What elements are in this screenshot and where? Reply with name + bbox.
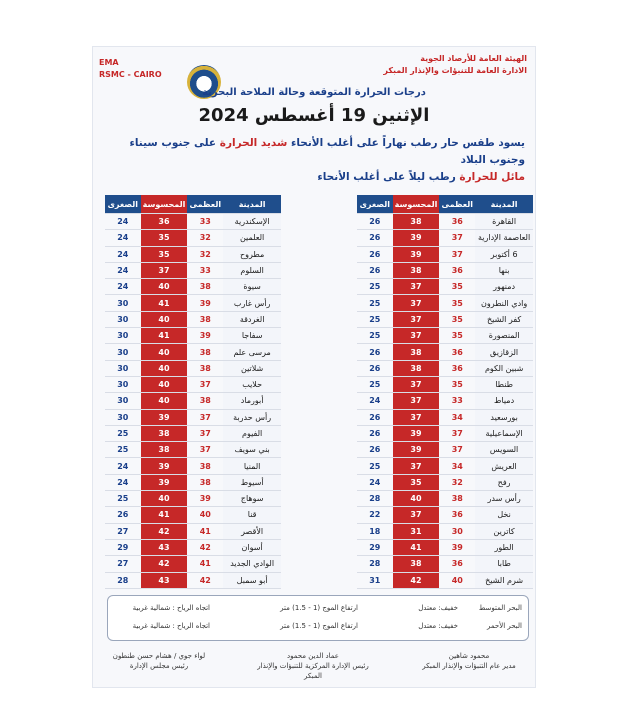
table-row [357, 360, 533, 376]
cell-city: كاترين [475, 523, 533, 539]
cell-min: 30 [105, 360, 141, 376]
col-max: العظمى [439, 195, 475, 214]
cell-city: العلمين [223, 230, 281, 246]
cell-min: 29 [357, 539, 393, 555]
cell-hum: 37 [393, 311, 440, 327]
table-row [357, 556, 533, 572]
cell-max: 35 [439, 279, 475, 295]
cell-hum: 42 [141, 523, 188, 539]
table-row [105, 376, 281, 392]
cell-city: رفح [475, 474, 533, 490]
cell-city: أبورماد [223, 393, 281, 409]
cell-max: 36 [439, 507, 475, 523]
table-row [357, 507, 533, 523]
cell-city: 6 أكتوبر [475, 246, 533, 262]
table-row [105, 556, 281, 572]
cell-min: 25 [105, 442, 141, 458]
cell-min: 24 [105, 279, 141, 295]
cell-max: 38 [187, 344, 223, 360]
table-row [105, 262, 281, 278]
cell-city: الغردقة [223, 311, 281, 327]
cell-hum: 42 [393, 572, 440, 588]
cell-hum: 38 [393, 360, 440, 376]
cell-city: شرم الشيخ [475, 572, 533, 588]
cell-min: 22 [357, 507, 393, 523]
cell-max: 40 [187, 507, 223, 523]
cell-min: 25 [357, 279, 393, 295]
cell-hum: 38 [393, 262, 440, 278]
cell-max: 37 [187, 425, 223, 441]
table-row [105, 311, 281, 327]
cell-min: 24 [105, 246, 141, 262]
table-row [357, 523, 533, 539]
cell-min: 26 [357, 425, 393, 441]
cell-min: 31 [357, 572, 393, 588]
table-row [357, 458, 533, 474]
cell-max: 32 [187, 230, 223, 246]
cell-max: 37 [439, 246, 475, 262]
cell-city: الوادي الجديد [223, 556, 281, 572]
cell-city: بنها [475, 262, 533, 278]
cell-city: شلاتين [223, 360, 281, 376]
cell-min: 18 [357, 523, 393, 539]
cell-hum: 38 [141, 425, 188, 441]
cell-min: 24 [357, 393, 393, 409]
cell-max: 38 [187, 458, 223, 474]
cell-max: 35 [439, 311, 475, 327]
cell-city: شبين الكوم [475, 360, 533, 376]
cell-min: 30 [105, 311, 141, 327]
cell-hum: 39 [393, 425, 440, 441]
cell-hum: 40 [141, 376, 188, 392]
cell-max: 33 [187, 214, 223, 230]
wind-direction: اتجاه الرياح : شمالية غربية [132, 622, 210, 630]
cell-min: 25 [357, 328, 393, 344]
cell-city: مرسى علم [223, 344, 281, 360]
cell-hum: 37 [141, 262, 188, 278]
cell-hum: 39 [141, 458, 188, 474]
cell-hum: 41 [393, 539, 440, 555]
cell-hum: 35 [141, 230, 188, 246]
table-row [357, 246, 533, 262]
cell-min: 24 [105, 230, 141, 246]
rsmc-text: RSMC - CAIRO [99, 70, 162, 79]
table-row [357, 295, 533, 311]
cell-max: 38 [187, 311, 223, 327]
forecast-date: الإثنين 19 أغسطس 2024 [198, 105, 430, 126]
cell-min: 24 [105, 262, 141, 278]
cell-max: 38 [187, 279, 223, 295]
cell-max: 40 [439, 572, 475, 588]
cell-min: 26 [357, 344, 393, 360]
table-row [357, 344, 533, 360]
cell-max: 41 [187, 556, 223, 572]
cell-city: أبو سمبل [223, 572, 281, 588]
cell-city: الزقازيق [475, 344, 533, 360]
table-row [105, 458, 281, 474]
table-row [105, 344, 281, 360]
cell-hum: 40 [393, 491, 440, 507]
cell-city: رأس حدربة [223, 409, 281, 425]
cell-city: أسوان [223, 539, 281, 555]
table-row [105, 295, 281, 311]
cell-max: 38 [187, 360, 223, 376]
cell-hum: 36 [141, 214, 188, 230]
col-hum: المحسوسة [141, 195, 188, 214]
wave-height: ارتفاع الموج (1 - 1.5) متر [280, 604, 358, 612]
cell-max: 36 [439, 344, 475, 360]
cell-max: 38 [187, 474, 223, 490]
table-row [105, 246, 281, 262]
cell-hum: 37 [393, 279, 440, 295]
cell-hum: 39 [141, 474, 188, 490]
forecast-sheet [92, 46, 536, 688]
table-row [105, 507, 281, 523]
cell-min: 26 [105, 507, 141, 523]
cell-max: 38 [187, 393, 223, 409]
cell-hum: 40 [141, 311, 188, 327]
table-row [357, 442, 533, 458]
cell-min: 26 [357, 214, 393, 230]
cell-city: كفر الشيخ [475, 311, 533, 327]
cell-city: نخل [475, 507, 533, 523]
cell-city: المنصورة [475, 328, 533, 344]
cell-city: الإسكندرية [223, 214, 281, 230]
cell-max: 38 [439, 491, 475, 507]
cell-max: 39 [187, 295, 223, 311]
cell-hum: 40 [141, 344, 188, 360]
cell-max: 34 [439, 409, 475, 425]
ema-text: EMA [99, 58, 119, 67]
sea-row-red [108, 622, 528, 636]
cell-max: 32 [439, 474, 475, 490]
cell-hum: 41 [141, 328, 188, 344]
cell-min: 30 [105, 393, 141, 409]
description-line-1: يسود طقس حار رطب نهاراً على أغلب الأنحاء شديد الحرارة على جنوب سيناء وجنوب البلاد [129, 137, 525, 166]
cell-max: 30 [439, 523, 475, 539]
page-title: درجات الحرارة المتوقعة وحالة الملاحة البحرية [202, 87, 426, 98]
org-line-1: الهيئة العامة للأرصاد الجوية [420, 54, 527, 63]
cell-min: 25 [357, 376, 393, 392]
col-city: المدينة [475, 195, 533, 214]
cell-max: 35 [439, 376, 475, 392]
cell-hum: 39 [141, 409, 188, 425]
table-row [357, 572, 533, 588]
cell-max: 35 [439, 328, 475, 344]
cell-max: 36 [439, 262, 475, 278]
cell-max: 32 [187, 246, 223, 262]
cell-max: 33 [187, 262, 223, 278]
organization-name [383, 53, 527, 77]
table-row [357, 393, 533, 409]
cell-city: الفيوم [223, 425, 281, 441]
cell-city: العاصمة الإدارية [475, 230, 533, 246]
table-row [105, 442, 281, 458]
cell-min: 26 [357, 409, 393, 425]
cell-city: المنيا [223, 458, 281, 474]
cell-max: 41 [187, 523, 223, 539]
wind-direction: اتجاه الرياح : شمالية غربية [132, 604, 210, 612]
cell-hum: 35 [141, 246, 188, 262]
cell-city: مطروح [223, 246, 281, 262]
cell-hum: 38 [393, 344, 440, 360]
cell-city: دمنهور [475, 279, 533, 295]
cell-max: 36 [439, 214, 475, 230]
cell-hum: 37 [393, 409, 440, 425]
cell-max: 42 [187, 539, 223, 555]
description-line-2: مائل للحرارة رطب ليلاً على أغلب الأنحاء [317, 171, 525, 183]
cell-city: السلوم [223, 262, 281, 278]
cell-hum: 41 [141, 507, 188, 523]
wave-height: ارتفاع الموج (1 - 1.5) متر [280, 622, 358, 630]
cell-hum: 31 [393, 523, 440, 539]
cell-max: 37 [187, 409, 223, 425]
cell-hum: 38 [393, 556, 440, 572]
cell-hum: 38 [141, 442, 188, 458]
table-row [105, 360, 281, 376]
table-row [357, 279, 533, 295]
table-row [105, 425, 281, 441]
cell-hum: 37 [393, 507, 440, 523]
table-row [357, 425, 533, 441]
cell-city: أسيوط [223, 474, 281, 490]
cell-min: 25 [357, 295, 393, 311]
signature-3: لواء جوي / هشام حسن طنطون رئيس مجلس الإدارة [112, 652, 206, 670]
cell-min: 30 [105, 328, 141, 344]
cell-city: دمياط [475, 393, 533, 409]
cell-min: 25 [357, 311, 393, 327]
cell-max: 39 [187, 491, 223, 507]
cell-max: 39 [187, 328, 223, 344]
cell-hum: 38 [393, 214, 440, 230]
cell-min: 26 [357, 246, 393, 262]
table-row [357, 311, 533, 327]
sea-row-mediterranean [108, 604, 528, 618]
cell-hum: 40 [141, 491, 188, 507]
col-min: الصغرى [357, 195, 393, 214]
table-row [357, 262, 533, 278]
cell-max: 36 [439, 360, 475, 376]
cell-city: سفاجا [223, 328, 281, 344]
table-row [357, 328, 533, 344]
cell-hum: 39 [393, 230, 440, 246]
cell-hum: 37 [393, 328, 440, 344]
col-min: الصغرى [105, 195, 141, 214]
cell-min: 24 [105, 458, 141, 474]
cell-max: 36 [439, 556, 475, 572]
table-row [105, 409, 281, 425]
cell-hum: 39 [393, 246, 440, 262]
table-row [105, 572, 281, 588]
cell-max: 39 [439, 539, 475, 555]
cell-hum: 41 [141, 295, 188, 311]
table-row [105, 214, 281, 230]
cell-hum: 42 [141, 556, 188, 572]
left-city-table [105, 195, 281, 589]
cell-city: العريش [475, 458, 533, 474]
cell-min: 27 [105, 523, 141, 539]
cell-hum: 35 [393, 474, 440, 490]
cell-min: 25 [357, 458, 393, 474]
cell-hum: 37 [393, 295, 440, 311]
table-row [105, 279, 281, 295]
table-row [357, 491, 533, 507]
cell-hum: 40 [141, 360, 188, 376]
cell-max: 37 [439, 442, 475, 458]
cell-hum: 43 [141, 572, 188, 588]
cell-min: 29 [105, 539, 141, 555]
cell-min: 24 [105, 214, 141, 230]
cell-min: 30 [105, 376, 141, 392]
cell-min: 27 [105, 556, 141, 572]
table-row [357, 214, 533, 230]
right-city-table [357, 195, 533, 589]
weather-description [111, 135, 525, 186]
cell-max: 37 [439, 425, 475, 441]
table-row [105, 491, 281, 507]
cell-max: 37 [187, 376, 223, 392]
signature-2: عماد الدين محمود رئيس الإدارة المركزية للتنبؤات والإنذار المبكر [257, 652, 369, 680]
cell-min: 26 [357, 230, 393, 246]
cell-hum: 43 [141, 539, 188, 555]
cell-city: بني سويف [223, 442, 281, 458]
table-row [105, 393, 281, 409]
table-row [105, 474, 281, 490]
cell-city: سوهاج [223, 491, 281, 507]
cell-city: بورسعيد [475, 409, 533, 425]
cell-min: 25 [105, 425, 141, 441]
cell-max: 37 [187, 442, 223, 458]
cell-hum: 39 [393, 442, 440, 458]
cell-city: رأس غارب [223, 295, 281, 311]
cell-min: 28 [105, 572, 141, 588]
cell-city: الإسماعيلية [475, 425, 533, 441]
cell-min: 28 [357, 556, 393, 572]
cell-min: 30 [105, 344, 141, 360]
col-city: المدينة [223, 195, 281, 214]
signature-1: محمود شاهين مدير عام التنبؤات والإنذار المبكر [422, 652, 516, 670]
col-hum: المحسوسة [393, 195, 440, 214]
table-row [105, 539, 281, 555]
cell-min: 26 [357, 262, 393, 278]
cell-city: حلايب [223, 376, 281, 392]
cell-city: طنطا [475, 376, 533, 392]
ema-label [99, 57, 162, 81]
cell-city: الأقصر [223, 523, 281, 539]
table-row [357, 230, 533, 246]
cell-city: قنا [223, 507, 281, 523]
sea-name: البحر الأحمر [487, 622, 522, 630]
cell-hum: 37 [393, 393, 440, 409]
cell-max: 42 [187, 572, 223, 588]
col-max: العظمى [187, 195, 223, 214]
cell-max: 34 [439, 458, 475, 474]
table-row [357, 539, 533, 555]
cell-min: 30 [105, 295, 141, 311]
cell-min: 25 [105, 491, 141, 507]
cell-min: 24 [357, 474, 393, 490]
cell-max: 35 [439, 295, 475, 311]
cell-hum: 37 [393, 376, 440, 392]
sea-state: خفيف: معتدل [418, 604, 458, 612]
table-row [357, 376, 533, 392]
cell-city: سيوة [223, 279, 281, 295]
cell-min: 24 [105, 474, 141, 490]
cell-city: وادي النطرون [475, 295, 533, 311]
cell-city: رأس سدر [475, 491, 533, 507]
sea-navigation-box [107, 595, 529, 641]
cell-city: السويس [475, 442, 533, 458]
cell-min: 26 [357, 442, 393, 458]
sea-name: البحر المتوسط [478, 604, 522, 612]
cell-max: 33 [439, 393, 475, 409]
cell-min: 30 [105, 409, 141, 425]
cell-hum: 40 [141, 279, 188, 295]
cell-city: القاهرة [475, 214, 533, 230]
cell-min: 28 [357, 491, 393, 507]
table-row [357, 474, 533, 490]
table-row [105, 328, 281, 344]
table-row [105, 523, 281, 539]
table-row [357, 409, 533, 425]
cell-min: 26 [357, 360, 393, 376]
cell-hum: 37 [393, 458, 440, 474]
table-row [105, 230, 281, 246]
cell-max: 37 [439, 230, 475, 246]
cell-city: الطور [475, 539, 533, 555]
cell-city: طابا [475, 556, 533, 572]
cell-hum: 40 [141, 393, 188, 409]
org-line-2: الادارة العامة للتنبؤات والإنذار المبكر [383, 66, 527, 75]
sea-state: خفيف: معتدل [418, 622, 458, 630]
